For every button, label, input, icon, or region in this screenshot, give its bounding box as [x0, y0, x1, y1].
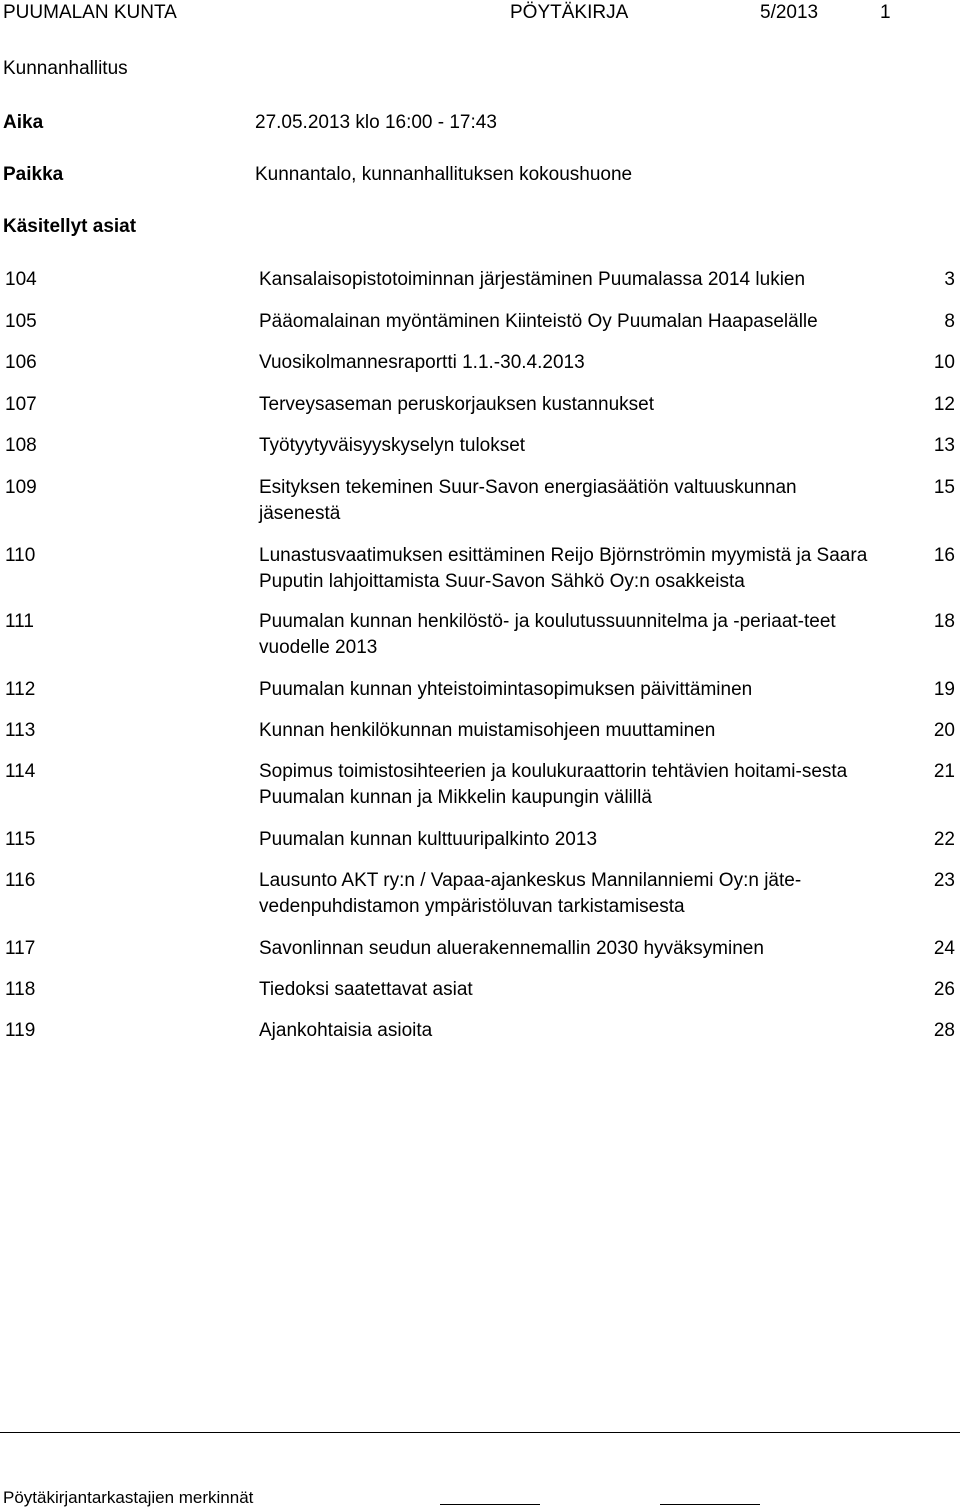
item-page: 20 [933, 720, 955, 741]
item-page: 18 [933, 611, 955, 632]
item-title: Vuosikolmannesraportti 1.1.-30.4.2013 [259, 352, 585, 373]
item-page: 3 [944, 269, 955, 290]
item-page: 13 [933, 435, 955, 456]
item-title: Pääomalainan myöntäminen Kiinteistö Oy Puumalan Haapaselälle [259, 311, 818, 332]
place-label: Paikka [3, 164, 64, 185]
item-page: 26 [933, 979, 955, 1000]
item-number: 110 [5, 545, 36, 566]
item-number: 115 [5, 829, 36, 850]
item-page: 19 [933, 679, 955, 700]
item-number: 111 [5, 611, 34, 632]
item-number: 117 [5, 938, 36, 959]
document-type: PÖYTÄKIRJA [510, 2, 629, 23]
items-heading: Käsitellyt asiat [3, 216, 137, 237]
time-value: 27.05.2013 klo 16:00 - 17:43 [255, 112, 497, 133]
item-title: Sopimus toimistosihteerien ja koulukuraattorin tehtävien hoitami-sesta Puumalan kunnan ja Mikkelin kaupungin välillä [259, 761, 848, 808]
place-value: Kunnantalo, kunnanhallituksen kokoushuone [255, 164, 633, 185]
item-number: 114 [5, 761, 36, 782]
document-number: 5/2013 [760, 2, 819, 23]
item-title: Ajankohtaisia asioita [259, 1020, 433, 1041]
item-page: 21 [933, 761, 955, 782]
governing-body: Kunnanhallitus [3, 58, 128, 79]
item-number: 109 [5, 477, 37, 498]
item-number: 107 [5, 394, 37, 415]
item-page: 28 [933, 1020, 955, 1041]
item-number: 104 [5, 269, 37, 290]
item-page: 24 [933, 938, 955, 959]
item-title: Kunnan henkilökunnan muistamisohjeen muuttaminen [259, 720, 716, 741]
item-title: Puumalan kunnan henkilöstö- ja koulutussuunnitelma ja -periaat-teet vuodelle 2013 [259, 611, 836, 658]
item-number: 105 [5, 311, 37, 332]
signature-line [660, 1504, 760, 1505]
item-title: Tiedoksi saatettavat asiat [259, 979, 473, 1000]
signature-line [440, 1504, 540, 1505]
item-page: 8 [944, 311, 955, 332]
page-number: 1 [880, 2, 891, 23]
item-title: Puumalan kunnan kulttuuripalkinto 2013 [259, 829, 598, 850]
item-title: Lunastusvaatimuksen esittäminen Reijo Björnströmin myymistä ja Saara Puputin lahjoittamista Suur-Savon Sähkö Oy:n osakkeista [259, 545, 868, 592]
item-number: 119 [5, 1020, 36, 1041]
item-title: Esityksen tekeminen Suur-Savon energiasäätiön valtuuskunnan jäsenestä [259, 477, 797, 524]
item-page: 10 [933, 352, 955, 373]
item-page: 16 [933, 545, 955, 566]
item-number: 118 [5, 979, 36, 1000]
time-label: Aika [3, 112, 44, 133]
item-title: Työtyytyväisyyskyselyn tulokset [259, 435, 526, 456]
item-number: 113 [5, 720, 36, 741]
item-page: 12 [933, 394, 955, 415]
footer-label: Pöytäkirjantarkastajien merkinnät [3, 1488, 254, 1507]
item-title: Savonlinnan seudun aluerakennemallin 2030 hyväksyminen [259, 938, 764, 959]
item-title: Lausunto AKT ry:n / Vapaa-ajankeskus Mannilanniemi Oy:n jäte-vedenpuhdistamon ympäristöluvan tarkistamisesta [259, 870, 802, 917]
item-page: 15 [933, 477, 955, 498]
item-title: Kansalaisopistotoiminnan järjestäminen Puumalassa 2014 lukien [259, 269, 806, 290]
item-number: 112 [5, 679, 36, 700]
item-number: 108 [5, 435, 37, 456]
item-number: 106 [5, 352, 37, 373]
item-number: 116 [5, 870, 36, 891]
footer-divider [0, 1432, 960, 1433]
item-title: Puumalan kunnan yhteistoimintasopimuksen päivittäminen [259, 679, 753, 700]
item-page: 23 [933, 870, 955, 891]
item-title: Terveysaseman peruskorjauksen kustannukset [259, 394, 654, 415]
organization-name: PUUMALAN KUNTA [3, 2, 177, 23]
item-page: 22 [933, 829, 955, 850]
